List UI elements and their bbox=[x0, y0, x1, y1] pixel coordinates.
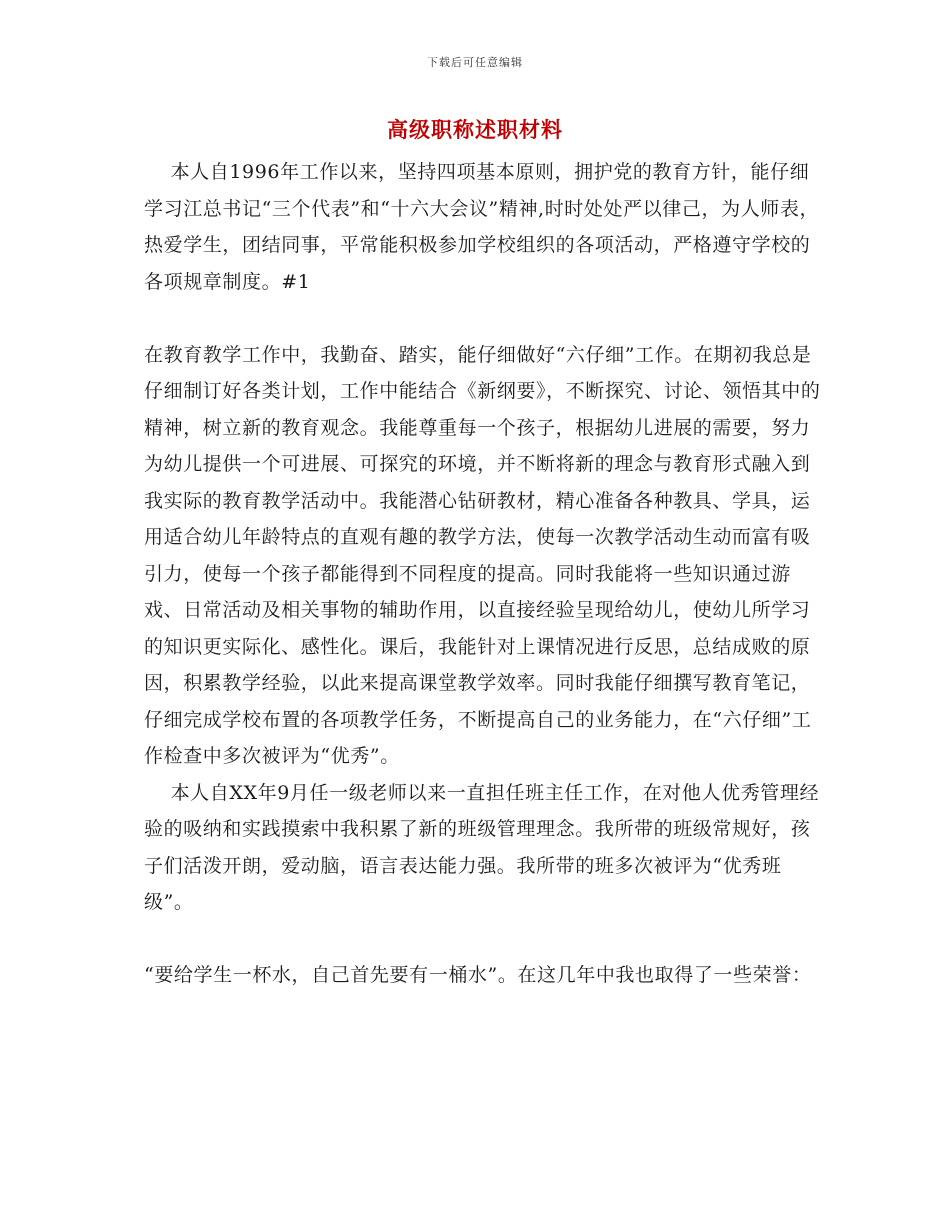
document-title: 高级职称述职材料 bbox=[387, 117, 563, 142]
page-header-note: 下载后可任意编辑 bbox=[427, 56, 523, 69]
paragraph-teaching: 在教育教学工作中，我勤奋、踏实，能仔细做好“六仔细”工作。在期初我总是仔细制订好各类计划，工作中能结合《新纲要》，不断探究、讨论、领悟其中的精神，树立新的教育观念。我能尊重每一个孩子，根据幼儿进展的需要，努力为幼儿提供一个可进展、可探究的环境，并不断将新的理念与教育形式融入到我实际的教育教学活动中。我能潜心钻研教材，精心准备各种教具、学具，运用适合幼儿年龄特点的直观有趣的教学方法，使每一次教学活动生动而富有吸引力，使每一个孩子都能得到不同程度的提高。同时我能将一些知识通过游戏、日常活动及相关事物的辅助作用，以直接经验呈现给幼儿，使幼儿所学习的知识更实际化、感性化。课后，我能针对上课情况进行反思，总结成败的原因，积累教学经验，以此来提高课堂教学效率。同时我能仔细撰写教育笔记，仔细完成学校布置的各项教学任务，不断提高自己的业务能力，在“六仔细”工作检查中多次被评为“优秀”。 bbox=[144, 343, 821, 767]
paragraph-spacer bbox=[144, 300, 824, 337]
paragraph-class-management: 本人自XX年9月任一级老师以来一直担任班主任工作，在对他人优秀管理经验的吸纳和实践摸索中我积累了新的班级管理理念。我所带的班级常规好，孩子们活泼开朗，爱动脑，语言表达能力强。我所带的班多次被评为“优秀班级”。 bbox=[144, 781, 820, 913]
paragraph-spacer bbox=[144, 921, 824, 958]
document-body bbox=[144, 154, 824, 994]
paragraph-intro: 本人自1996年工作以来，坚持四项基本原则，拥护党的教育方针，能仔细学习江总书记“三个代表”和“十六大会议”精神,时时处处严以律己，为人师表，热爱学生，团结同事，平常能积极参加学校组织的各项活动，严格遵守学校的各项规章制度。#1 bbox=[144, 161, 820, 293]
paragraph-honors: “要给学生一杯水，自己首先要有一桶水”。在这几年中我也取得了一些荣誉： bbox=[144, 964, 812, 986]
